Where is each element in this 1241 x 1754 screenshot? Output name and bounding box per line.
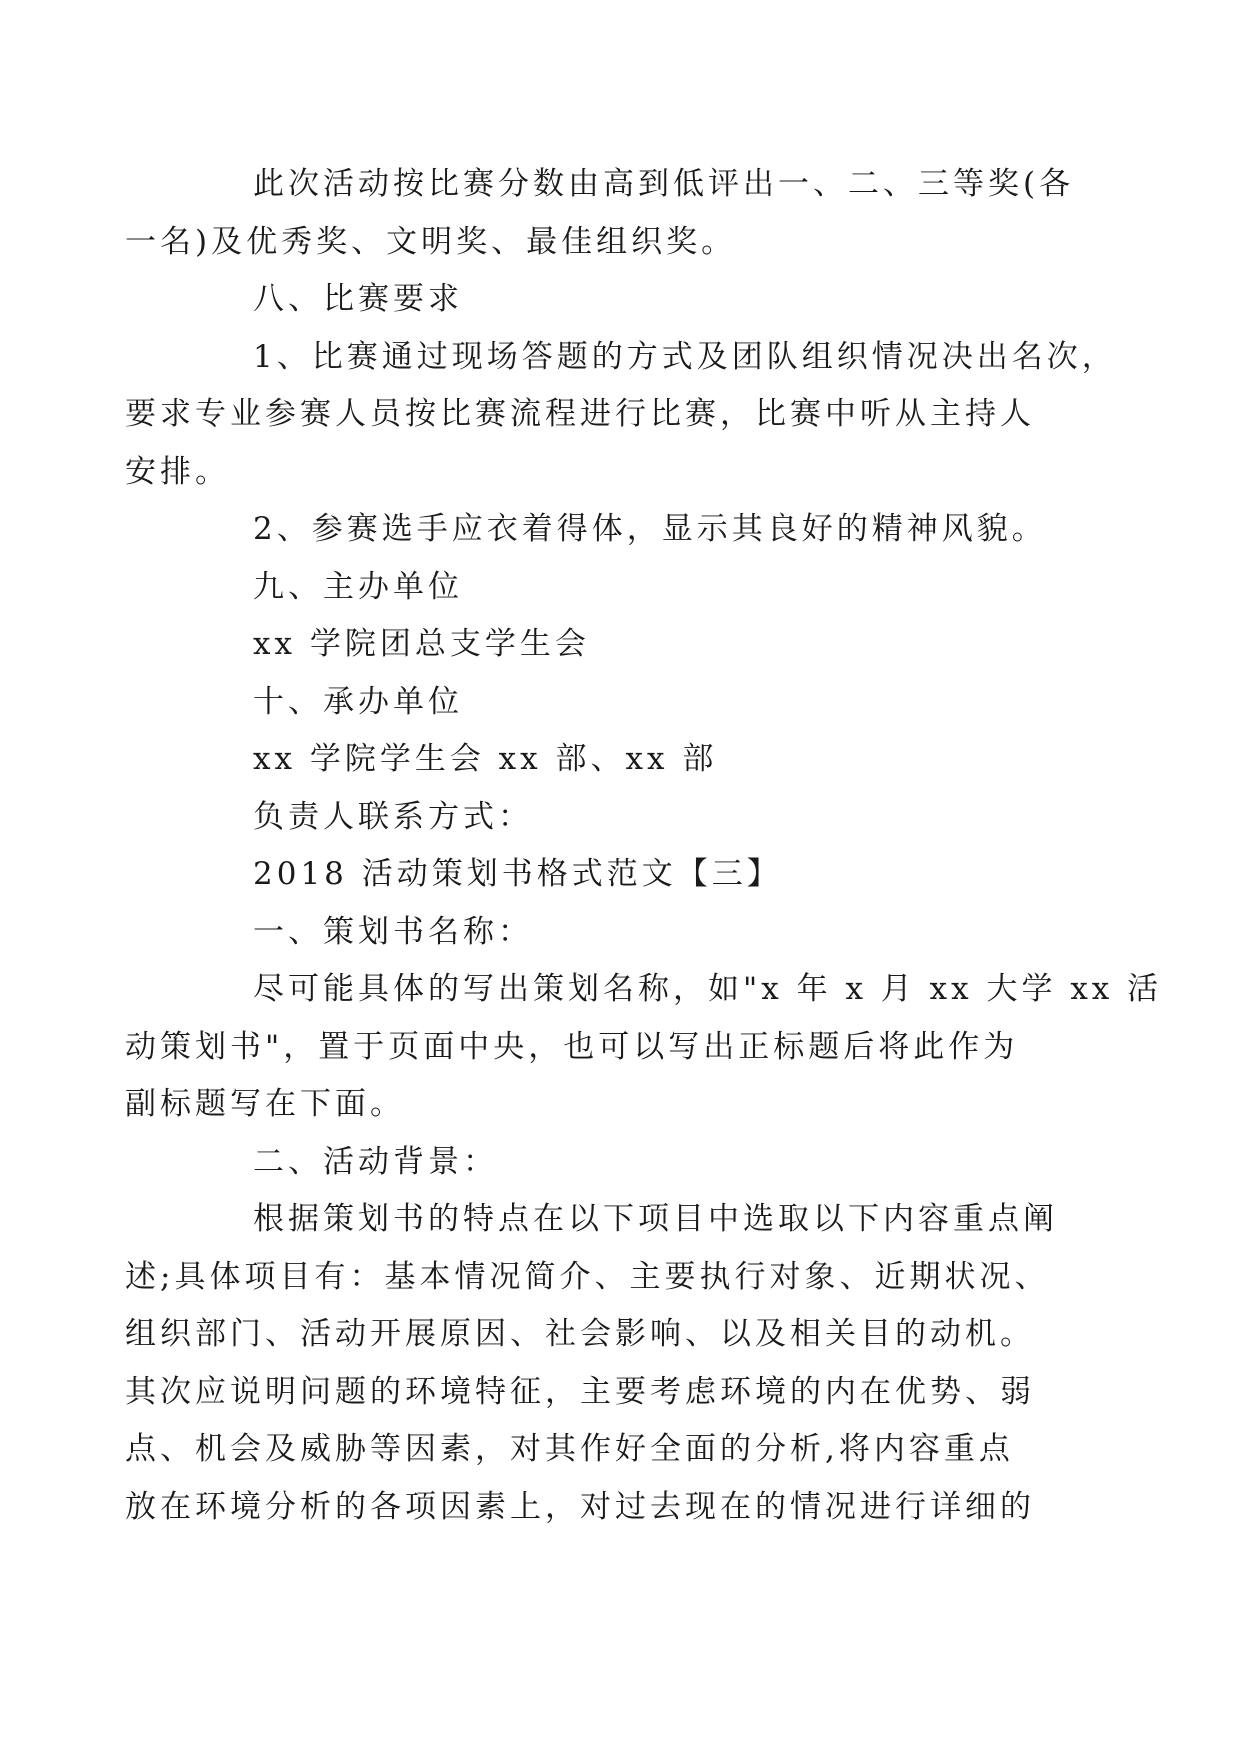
text-line: xx 学院团总支学生会	[253, 626, 590, 662]
text-line: 组织部门、活动开展原因、社会影响、以及相关目的动机。	[125, 1316, 1035, 1352]
text-line: 九、主办单位	[253, 568, 463, 605]
text-line: 一、策划书名称：	[253, 913, 533, 950]
paragraph-contact	[189, 789, 1064, 847]
text-line: 八、比赛要求	[253, 281, 463, 317]
document-subtitle	[189, 846, 1064, 904]
text-line: 要求专业参赛人员按比赛流程进行比赛，比赛中听从主持人	[125, 396, 1035, 432]
text-line: 此次活动按比赛分数由高到低评出一、二、三等奖(各	[253, 166, 1075, 202]
text-line: 十、承办单位	[253, 683, 463, 720]
text-line: 根据策划书的特点在以下项目中选取以下内容重点阐	[253, 1201, 1058, 1237]
text-line: 负责人联系方式：	[253, 798, 533, 835]
text-line: xx 学院学生会 xx 部、xx 部	[253, 741, 718, 777]
section-heading-background	[189, 1134, 1064, 1192]
paragraph-award	[125, 156, 1075, 271]
paragraph-name-description	[125, 961, 1163, 1134]
section-heading-10	[189, 674, 1064, 732]
text-line: 尽可能具体的写出策划名称，如"x 年 x 月 xx 大学 xx 活	[253, 971, 1163, 1007]
paragraph-background-description	[125, 1191, 1064, 1536]
text-line: 放在环境分析的各项因素上，对过去现在的情况进行详细的	[125, 1488, 1035, 1525]
text-line: 安排。	[125, 453, 230, 490]
text-line: 点、机会及威胁等因素，对其作好全面的分析,将内容重点	[125, 1431, 1014, 1467]
text-line: 一名)及优秀奖、文明奖、最佳组织奖。	[125, 223, 737, 260]
text-line: 副标题写在下面。	[125, 1086, 405, 1122]
text-line: 1、比赛通过现场答题的方式及团队组织情况决出名次，	[253, 338, 1117, 375]
paragraph-organizer	[189, 616, 1064, 674]
text-line: 其次应说明问题的环境特征，主要考虑环境的内在优势、弱	[125, 1373, 1035, 1410]
text-line: 述;具体项目有：基本情况简介、主要执行对象、近期状况、	[125, 1258, 1050, 1295]
paragraph-requirement-2	[189, 501, 1064, 559]
text-line: 2、参赛选手应衣着得体，显示其良好的精神风貌。	[253, 511, 1047, 547]
paragraph-co-organizer	[189, 731, 1064, 789]
document-body	[125, 156, 1163, 1536]
section-heading-name	[189, 904, 1064, 962]
text-line: 二、活动背景：	[253, 1143, 498, 1180]
section-heading-9	[189, 559, 1064, 617]
text-line: 2018 活动策划书格式范文【三】	[253, 856, 782, 892]
section-heading-8	[189, 271, 1064, 329]
text-line: 动策划书"，置于页面中央，也可以写出正标题后将此作为	[125, 1028, 1019, 1065]
paragraph-requirement-1	[125, 329, 1117, 502]
